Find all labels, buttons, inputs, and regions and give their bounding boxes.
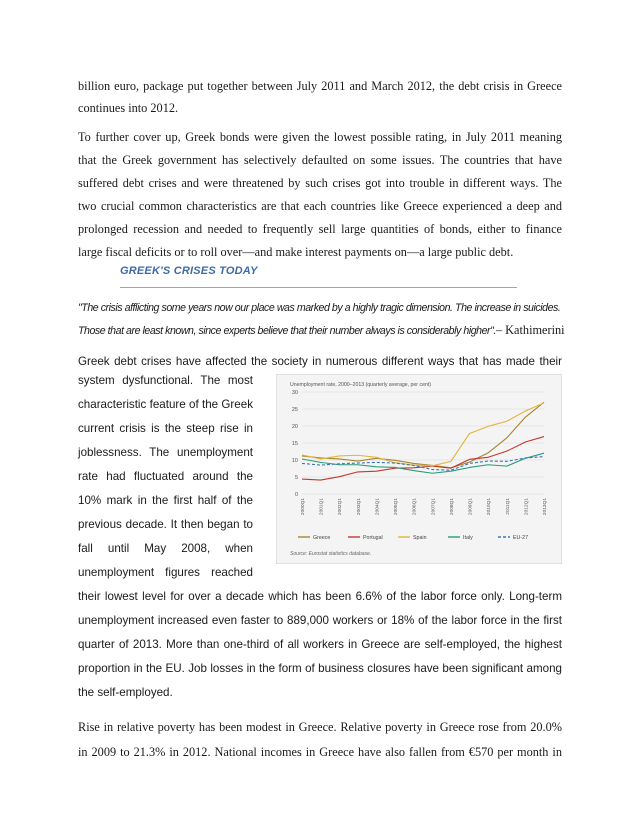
legend-label: Spain (413, 535, 427, 541)
chart-source: Source: Eurostat statistics database. (290, 551, 372, 557)
heading-divider (120, 287, 517, 288)
wrap-line: joblessness. The unemployment (78, 446, 253, 459)
wrap-line: rate had fluctuated around the (78, 470, 253, 483)
wrap-line: system dysfunctional. The most (78, 374, 253, 387)
body-line: Greek debt crises have affected the society in numerous different ways that has made their (78, 355, 562, 368)
x-tick-label: 2005Q1 (394, 498, 400, 516)
y-tick-label: 20 (291, 424, 298, 430)
body-line: unemployment increased even faster to 889,000 workers or 18% of the labor force in the first (78, 614, 562, 627)
x-tick-label: 2003Q1 (356, 498, 362, 516)
y-tick-label: 10 (291, 458, 298, 464)
body-line: the self-employed. (78, 686, 173, 699)
unemployment-chart (276, 374, 562, 564)
body-line: large fiscal deficits or to roll over—and make interest payments on—a large public debt. (78, 245, 514, 259)
y-tick-label: 5 (294, 475, 298, 481)
wrap-line: fall until May 2008, when (78, 542, 253, 555)
wrap-line: current crisis is the steep rise in (78, 422, 253, 435)
y-tick-label: 0 (294, 492, 298, 498)
y-tick-label: 30 (291, 390, 298, 396)
x-tick-label: 2010Q1 (487, 498, 493, 516)
body-line: Rise in relative poverty has been modest in Greece. Relative poverty in Greece rose from 20.0% (78, 720, 562, 734)
wrap-line: unemployment figures reached (78, 566, 253, 579)
quote-line: "The crisis afflicting some years now our place was marked by a highly tragic dimension. The increase in suicides. (78, 302, 561, 314)
legend-label: Greece (313, 535, 331, 541)
x-tick-label: 2004Q1 (375, 498, 381, 516)
body-line: their lowest level for over a decade which has been 6.6% of the labor force only. Long-term (78, 590, 562, 603)
wrap-line: 10% mark in the first half of the (78, 494, 253, 507)
legend-label: Portugal (363, 535, 383, 541)
quote-source: – Kathimerini (495, 323, 565, 337)
quote-line (78, 319, 565, 342)
legend-label: EU-27 (513, 535, 529, 541)
section-heading: GREEK'S CRISES TODAY (120, 265, 258, 277)
x-tick-label: 2009Q1 (468, 498, 474, 516)
chart-title: Unemployment rate, 2000–2013 (quarterly average, per cent) (290, 382, 432, 388)
body-line: billion euro, package put together between July 2011 and March 2012, the debt crisis in Greece (78, 79, 562, 93)
legend-label: Italy (463, 535, 473, 541)
body-line: proportion in the EU. Job losses in the form of business closures have been significant among (78, 662, 562, 675)
body-line: quarter of 2013. More than one-third of all workers in Greece are self-employed, the highest (78, 638, 562, 651)
body-line: To further cover up, Greek bonds were given the lowest possible rating, in July 2011 meaning (78, 130, 562, 144)
x-tick-label: 2000Q1 (301, 498, 306, 516)
x-tick-label: 2011Q1 (505, 498, 511, 515)
y-tick-label: 25 (291, 407, 298, 413)
wrap-line: previous decade. It then began to (78, 518, 253, 531)
body-line: prolonged recession and needed to frequently sell large quantities of bonds, either to finance (78, 222, 562, 236)
wrap-line: characteristic feature of the Greek (78, 398, 253, 411)
y-tick-label: 15 (291, 441, 298, 447)
body-line: two crucial common characteristics are that each countries like Greece experienced a deep and (78, 199, 562, 213)
body-line: in 2009 to 21.3% in 2012. National incomes in Greece have also fallen from €570 per month in (78, 745, 562, 759)
x-tick-label: 2002Q1 (338, 498, 344, 516)
x-tick-label: 2007Q1 (431, 498, 437, 516)
x-tick-label: 2006Q1 (412, 498, 418, 516)
body-line: that the Greek government has selectively defaulted on some issues. The countries that have (78, 153, 562, 167)
unemployment-chart-figure (276, 374, 562, 564)
body-line: continues into 2012. (78, 101, 179, 115)
body-line: suffered debt crises and were threatened by such crises got into trouble in different ways. The (78, 176, 562, 190)
x-tick-label: 2008Q1 (449, 498, 455, 516)
x-tick-label: 2012Q1 (524, 498, 530, 516)
quote-text: Those that are least known, since experts believe that their number always is considerably higher". (78, 325, 496, 337)
x-tick-label: 2013Q1 (543, 498, 548, 516)
x-tick-label: 2001Q1 (319, 498, 325, 516)
